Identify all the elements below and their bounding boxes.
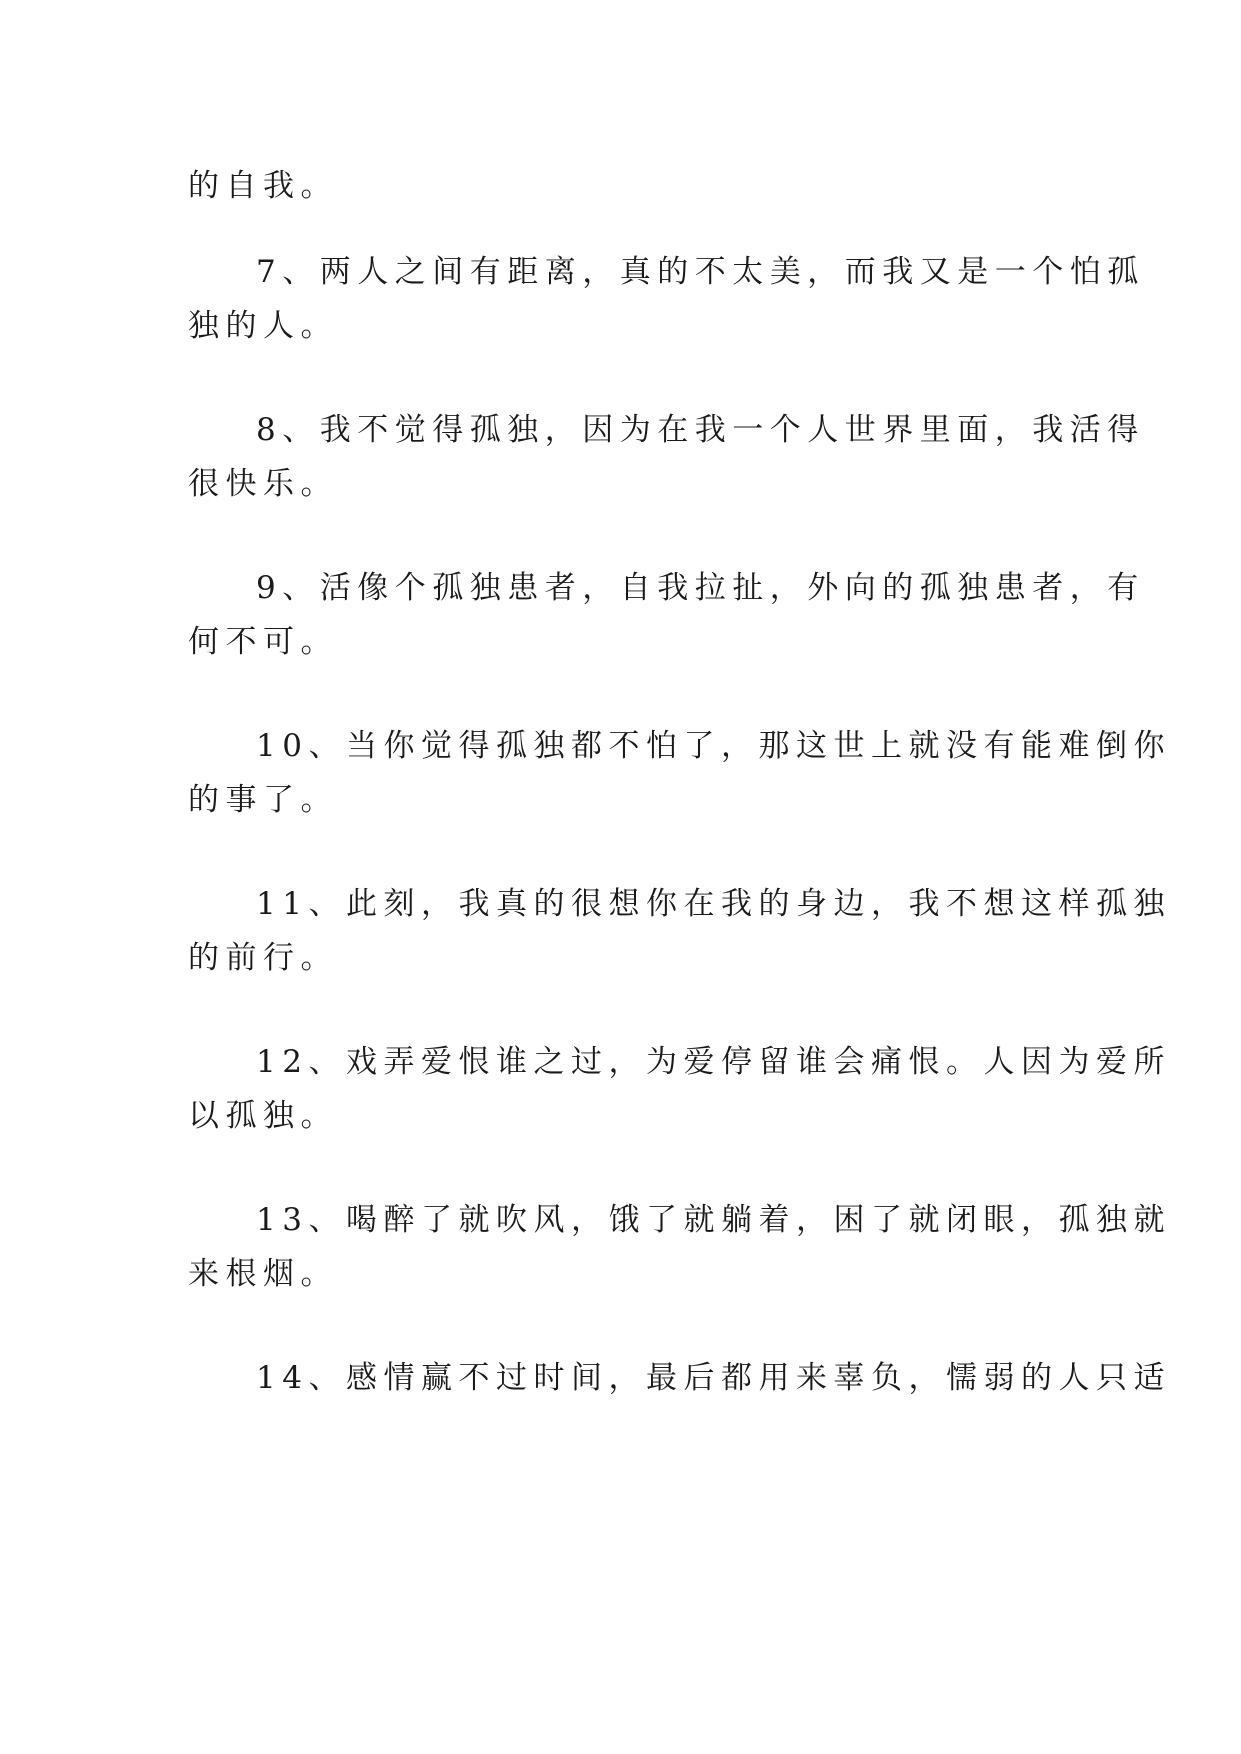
paragraph-9-line-2: 何不可。 <box>188 624 338 660</box>
paragraph-11-line-2: 的前行。 <box>188 940 338 976</box>
paragraph-12-line-1: 12、戏弄爱恨谁之过，为爱停留谁会痛恨。人因为爱所 <box>256 1044 1171 1080</box>
paragraph-10-line-1: 10、当你觉得孤独都不怕了，那这世上就没有能难倒你 <box>256 728 1171 764</box>
paragraph-12-line-2: 以孤独。 <box>188 1098 338 1134</box>
paragraph-13-line-2: 来根烟。 <box>188 1256 338 1292</box>
text-line-continuation: 的自我。 <box>188 168 338 204</box>
paragraph-13-line-1: 13、喝醉了就吹风，饿了就躺着，困了就闭眼，孤独就 <box>256 1202 1171 1238</box>
paragraph-8-line-1: 8、我不觉得孤独，因为在我一个人世界里面，我活得 <box>256 412 1145 448</box>
paragraph-7-line-2: 独的人。 <box>188 308 338 344</box>
paragraph-7-line-1: 7、两人之间有距离，真的不太美，而我又是一个怕孤 <box>256 254 1145 290</box>
paragraph-11-line-1: 11、此刻，我真的很想你在我的身边，我不想这样孤独 <box>256 886 1171 922</box>
paragraph-10-line-2: 的事了。 <box>188 782 338 818</box>
paragraph-14-line-1: 14、感情赢不过时间，最后都用来辜负，懦弱的人只适 <box>256 1360 1171 1396</box>
paragraph-9-line-1: 9、活像个孤独患者，自我拉扯，外向的孤独患者，有 <box>256 570 1145 606</box>
paragraph-8-line-2: 很快乐。 <box>188 466 338 502</box>
